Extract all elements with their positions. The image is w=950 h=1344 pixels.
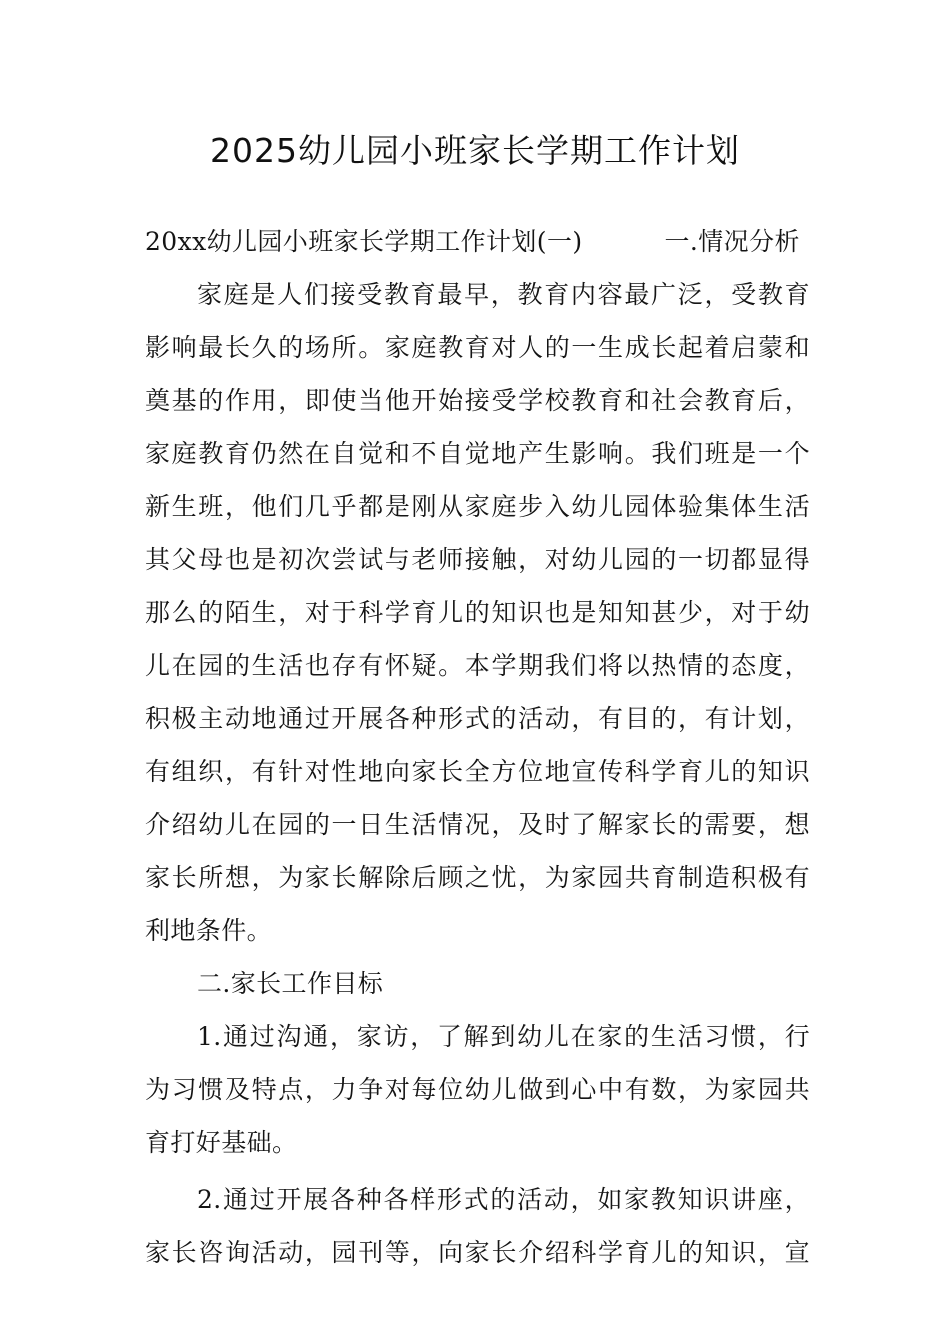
paragraph-line: 影响最长久的场所。家庭教育对人的一生成长起着启蒙和 (145, 333, 810, 362)
list-item-2 (145, 1173, 810, 1279)
page-title: 2025幼儿园小班家长学期工作计划 (210, 131, 740, 170)
intro-line (145, 215, 810, 268)
section-heading-2: 二.家长工作目标 (197, 969, 384, 998)
list-item-line: 1.通过沟通，家访，了解到幼儿在家的生活习惯，行 (197, 1022, 810, 1051)
list-item-line: 2.通过开展各种各样形式的活动，如家教知识讲座， (197, 1185, 810, 1214)
paragraph-1 (145, 268, 810, 957)
paragraph-line: 家庭是人们接受教育最早，教育内容最广泛，受教育 (197, 280, 810, 309)
paragraph-line: 介绍幼儿在园的一日生活情况，及时了解家长的需要，想 (145, 810, 810, 839)
list-item-line: 育打好基础。 (145, 1128, 298, 1157)
paragraph-line: 家长所想，为家长解除后顾之忧，为家园共育制造积极有 (145, 863, 810, 892)
list-item-1 (145, 1010, 810, 1169)
paragraph-line: 儿在园的生活也存有怀疑。本学期我们将以热情的态度， (145, 651, 810, 680)
subtitle: 20xx幼儿园小班家长学期工作计划(一) (145, 227, 583, 256)
paragraph-line: 利地条件。 (145, 916, 273, 945)
paragraph-line: 奠基的作用，即使当他开始接受学校教育和社会教育后， (145, 386, 810, 415)
paragraph-line: 其父母也是初次尝试与老师接触，对幼儿园的一切都显得 (145, 545, 810, 574)
paragraph-line: 有组织，有针对性地向家长全方位地宣传科学育儿的知识 (145, 757, 810, 786)
list-item-line: 为习惯及特点，力争对每位幼儿做到心中有数，为家园共 (145, 1075, 810, 1104)
section-heading-1: 一.情况分析 (664, 227, 800, 256)
paragraph-line: 新生班，他们几乎都是刚从家庭步入幼儿园体验集体生活 (145, 492, 810, 521)
document-body (145, 215, 810, 1279)
list-item-line: 家长咨询活动，园刊等，向家长介绍科学育儿的知识，宣 (145, 1238, 810, 1267)
paragraph-line: 家庭教育仍然在自觉和不自觉地产生影响。我们班是一个 (145, 439, 810, 468)
paragraph-line: 积极主动地通过开展各种形式的活动，有目的，有计划， (145, 704, 810, 733)
paragraph-line: 那么的陌生，对于科学育儿的知识也是知知甚少，对于幼 (145, 598, 810, 627)
